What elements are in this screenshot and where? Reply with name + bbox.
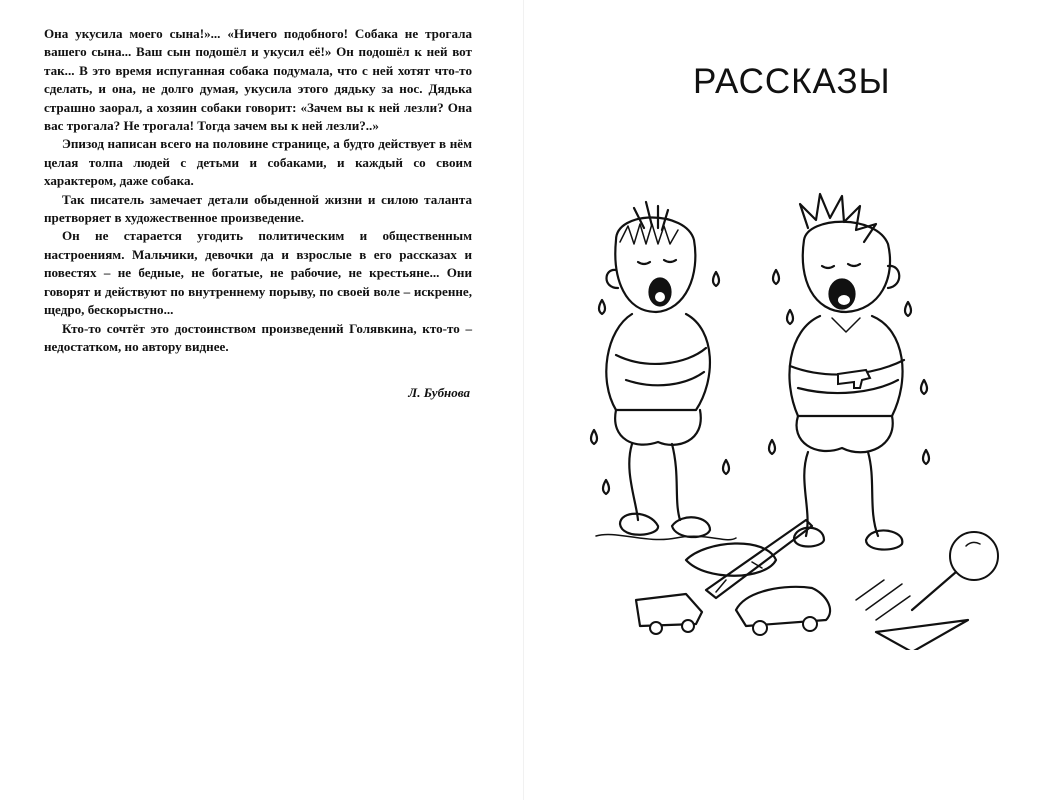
broken-toys — [636, 520, 998, 650]
essay-text — [44, 25, 472, 356]
paragraph-3: Так писатель замечает детали обыденной жизни и силою таланта претворяет в художественное произведение. — [44, 191, 472, 226]
paragraph-1: Она укусила моего сына!»... «Ничего подобного! Собака не трогала вашего сына... Ваш сын подошёл и укусил её!» Он подошёл к ней вот так... В это время испуганная собака подумала, что с ней хотят что-то сделать, и она, не долго думая, укусила этого дядьку за нос. Дядька страшно заорал, а хозяин собаки говорит: «Зачем вы к ней лезли? Она вас трогала? Не трогала! Тогда зачем вы к ней лезли?..» — [44, 26, 472, 134]
right-page — [524, 0, 1048, 800]
section-title: РАССКАЗЫ — [693, 62, 891, 101]
paragraph-4: Он не старается угодить политическим и общественным настроениям. Мальчики, девочки да и взрослые в его рассказах и повестях – не бедные, не богатые, не рабочие, не крестьяне... Они говорят и действуют по внутреннему порыву, по своей воле – искренне, щедро, бескорыстно... — [44, 228, 472, 318]
paragraph-5: Кто-то сочтёт это достоинством произведений Голявкина, кто-то – недостатком, но автору виднее. — [44, 320, 472, 354]
illustration-crying-boys — [576, 180, 1026, 650]
left-boy-figure — [591, 202, 736, 540]
paragraph-2: Эпизод написан всего на половине странице, а будто действует в нём целая толпа людей с детьми и собаками, и каждый со своим характером, даже собака. — [44, 136, 472, 189]
right-boy-figure — [769, 194, 929, 550]
author-signature: Л. Бубнова — [408, 385, 470, 400]
